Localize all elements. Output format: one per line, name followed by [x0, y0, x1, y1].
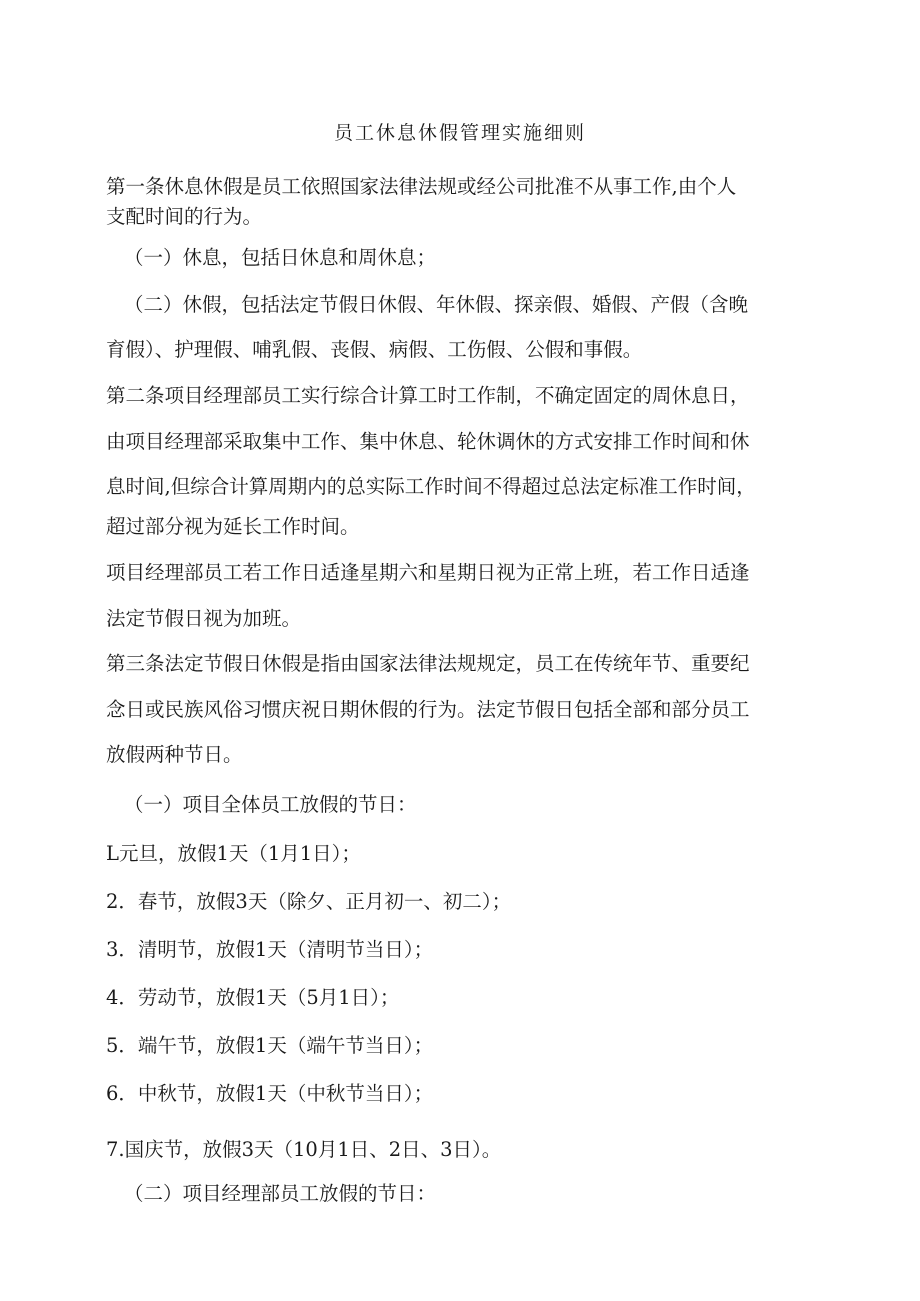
paragraph-line: 育假）、护理假、哺乳假、丧假、病假、工伤假、公假和事假。	[106, 338, 643, 361]
paragraph-line: 由项目经理部采取集中工作、集中休息、轮休调休的方式安排工作时间和休	[106, 430, 750, 453]
list-item: L元旦，放假1天（1月1日）；	[106, 842, 361, 865]
paragraph-line: 念日或民族风俗习惯庆祝日期休假的行为。法定节假日包括全部和部分员工	[106, 698, 750, 721]
list-item: 5．端午节，放假1天（端午节当日）；	[106, 1034, 434, 1057]
list-item: 7.国庆节，放假3天（10月1日、2日、3日）。	[106, 1138, 502, 1161]
paragraph-line: （一）项目全体员工放假的节日：	[124, 793, 417, 816]
paragraph-line: 息时间,但综合计算周期内的总实际工作时间不得超过总法定标准工作时间，	[106, 475, 756, 498]
paragraph-line: （一）休息，包括日休息和周休息；	[124, 246, 437, 269]
paragraph-line: 支配时间的行为。	[106, 205, 263, 228]
paragraph-line: （二）休假，包括法定节假日休假、年休假、探亲假、婚假、产假（含晚	[124, 293, 749, 316]
paragraph-line: 放假两种节日。	[106, 743, 243, 766]
paragraph-line: 第一条休息休假是员工依照国家法律法规或经公司批准不从事工作,由个人	[106, 175, 737, 198]
paragraph-line: 第二条项目经理部员工实行综合计算工时工作制，不确定固定的周休息日，	[106, 384, 750, 407]
document-title: 员工休息休假管理实施细则	[333, 122, 586, 144]
list-item: 6．中秋节，放假1天（中秋节当日）；	[106, 1082, 434, 1105]
paragraph-line: 项目经理部员工若工作日适逢星期六和星期日视为正常上班，若工作日适逢	[106, 561, 750, 584]
list-item: 4．劳动节，放假1天（5月1日）；	[106, 986, 400, 1009]
paragraph-line: 超过部分视为延长工作时间。	[106, 515, 360, 538]
paragraph-line: 第三条法定节假日休假是指由国家法律法规规定，员工在传统年节、重要纪	[106, 652, 750, 675]
list-item: 3．清明节，放假1天（清明节当日）；	[106, 938, 434, 961]
paragraph-line: 法定节假日视为加班。	[106, 607, 302, 630]
paragraph-line: （二）项目经理部员工放假的节日：	[124, 1182, 437, 1205]
list-item: 2．春节，放假3天（除夕、正月初一、初二）；	[106, 890, 512, 913]
